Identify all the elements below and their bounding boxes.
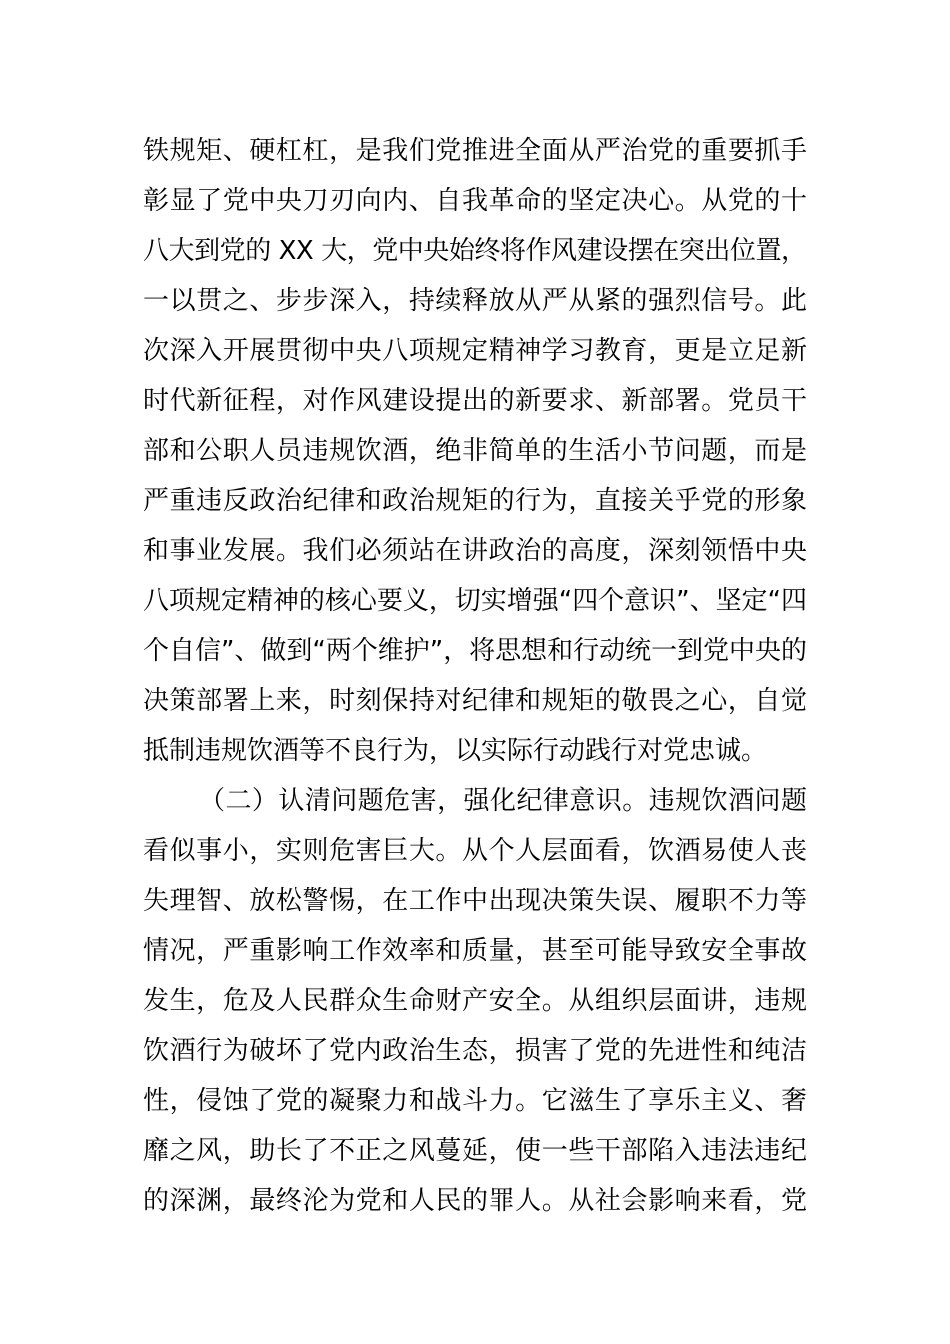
section-heading-line: （二）认清问题危害，强化纪律意识。违规饮酒问题 (199, 786, 808, 816)
text-line: 铁规矩、硬杠杠，是我们党推进全面从严治党的重要抓手 (143, 136, 808, 166)
text-line: 情况，严重影响工作效率和质量，甚至可能导致安全事故 (143, 936, 808, 966)
text-line: 个自信”、做到“两个维护”，将思想和行动统一到党中央的 (143, 636, 807, 666)
text-line: 八大到党的 XX 大，党中央始终将作风建设摆在突出位置， (143, 236, 807, 266)
text-line: 发生，危及人民群众生命财产安全。从组织层面讲，违规 (143, 986, 808, 1016)
text-line: 八项规定精神的核心要义，切实增强“四个意识”、坚定“四 (143, 586, 807, 616)
text-line: 抵制违规饮酒等不良行为，以实际行动践行对党忠诚。 (143, 736, 768, 766)
text-line: 的深渊，最终沦为党和人民的罪人。从社会影响来看，党 (143, 1186, 808, 1216)
text-line: 决策部署上来，时刻保持对纪律和规矩的敬畏之心，自觉 (143, 686, 808, 716)
text-line: 次深入开展贯彻中央八项规定精神学习教育，更是立足新 (143, 336, 808, 366)
text-line: 严重违反政治纪律和政治规矩的行为，直接关乎党的形象 (143, 486, 808, 516)
text-line: 和事业发展。我们必须站在讲政治的高度，深刻领悟中央 (143, 536, 808, 566)
text-line: 部和公职人员违规饮酒，绝非简单的生活小节问题，而是 (143, 436, 808, 466)
text-line: 饮酒行为破坏了党内政治生态，损害了党的先进性和纯洁 (143, 1036, 808, 1066)
text-line: 一以贯之、步步深入，持续释放从严从紧的强烈信号。此 (143, 286, 808, 316)
body-text (143, 126, 807, 1226)
text-line: 失理智、放松警惕，在工作中出现决策失误、履职不力等 (143, 886, 808, 916)
text-line: 时代新征程，对作风建设提出的新要求、新部署。党员干 (143, 386, 808, 416)
text-line: 彰显了党中央刀刃向内、自我革命的坚定决心。从党的十 (143, 186, 808, 216)
text-line: 靡之风，助长了不正之风蔓延，使一些干部陷入违法违纪 (143, 1136, 808, 1166)
text-line: 性，侵蚀了党的凝聚力和战斗力。它滋生了享乐主义、奢 (143, 1086, 808, 1116)
text-line: 看似事小，实则危害巨大。从个人层面看，饮酒易使人丧 (143, 836, 808, 866)
